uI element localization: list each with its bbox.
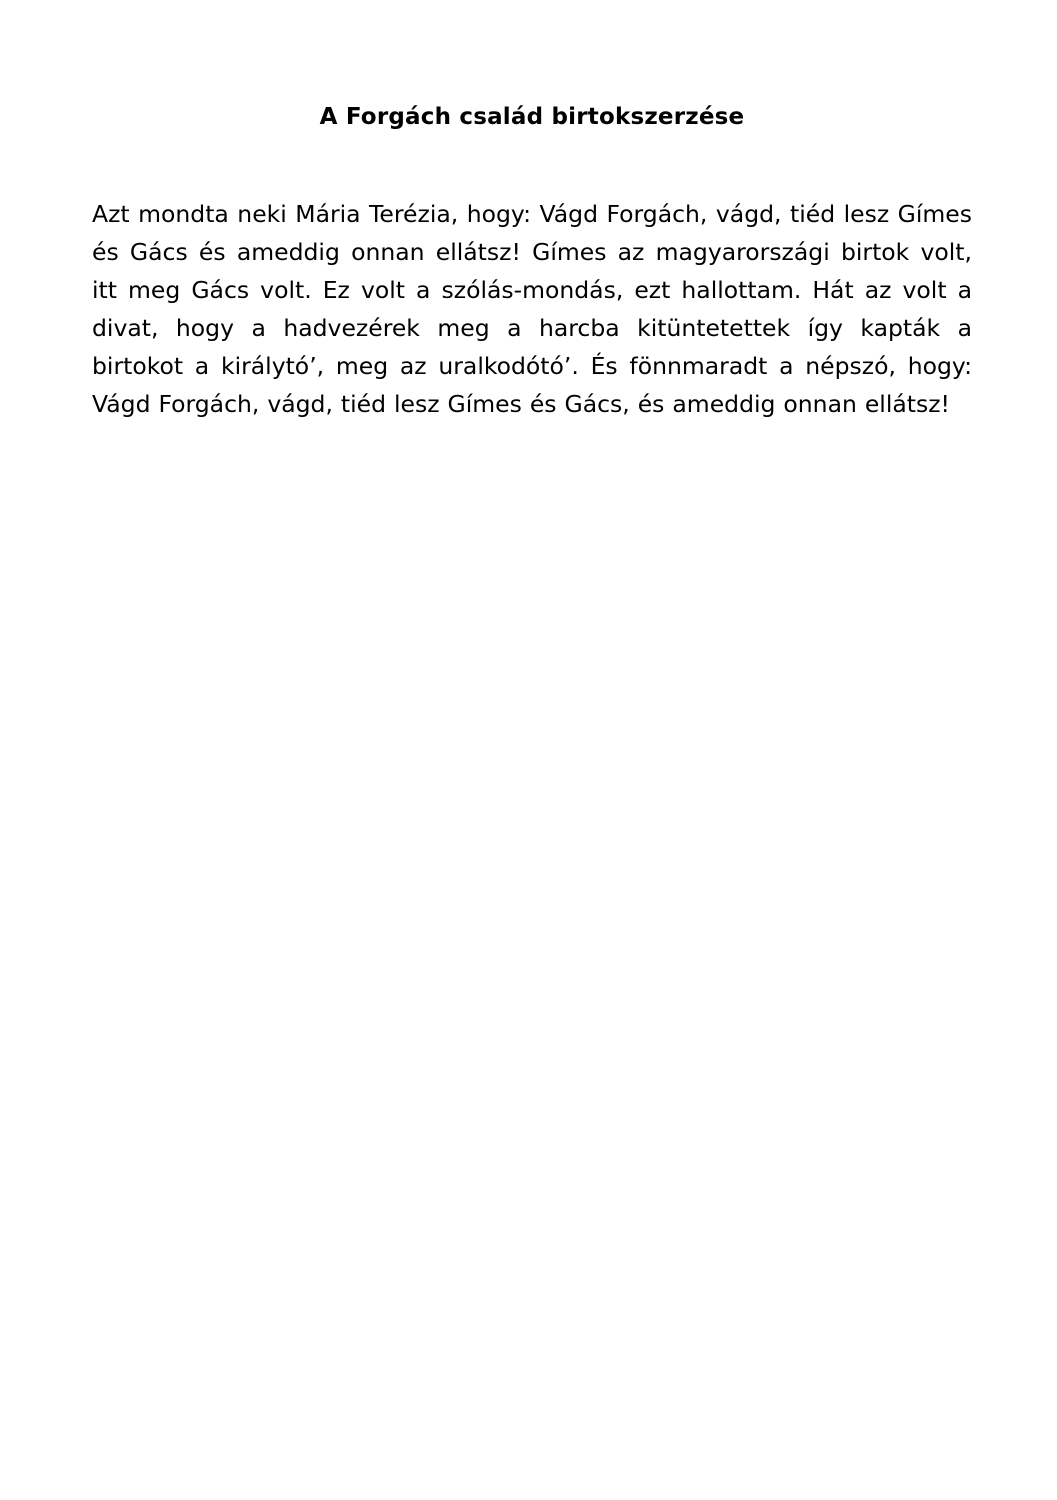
body-paragraph: Azt mondta neki Mária Terézia, hogy: Vágd Forgách, vágd, tiéd lesz Gímes és Gács és ameddig onnan ellátsz! Gímes az magyarországi birtok volt, itt meg Gács volt. Ez volt a szólás-mondás, ezt hallottam. Hát az volt a divat, hogy a hadvezérek meg a harcba kitüntetettek így kapták a birtokot a királytó’, meg az uralkodótó’. És fönnmaradt a népszó, hogy: Vágd Forgách, vágd, tiéd lesz Gímes és Gács, és ameddig onnan ellátsz! bbox=[92, 200, 972, 419]
page-title: A Forgách család birtokszerzése bbox=[319, 104, 745, 131]
document-body bbox=[92, 195, 972, 423]
